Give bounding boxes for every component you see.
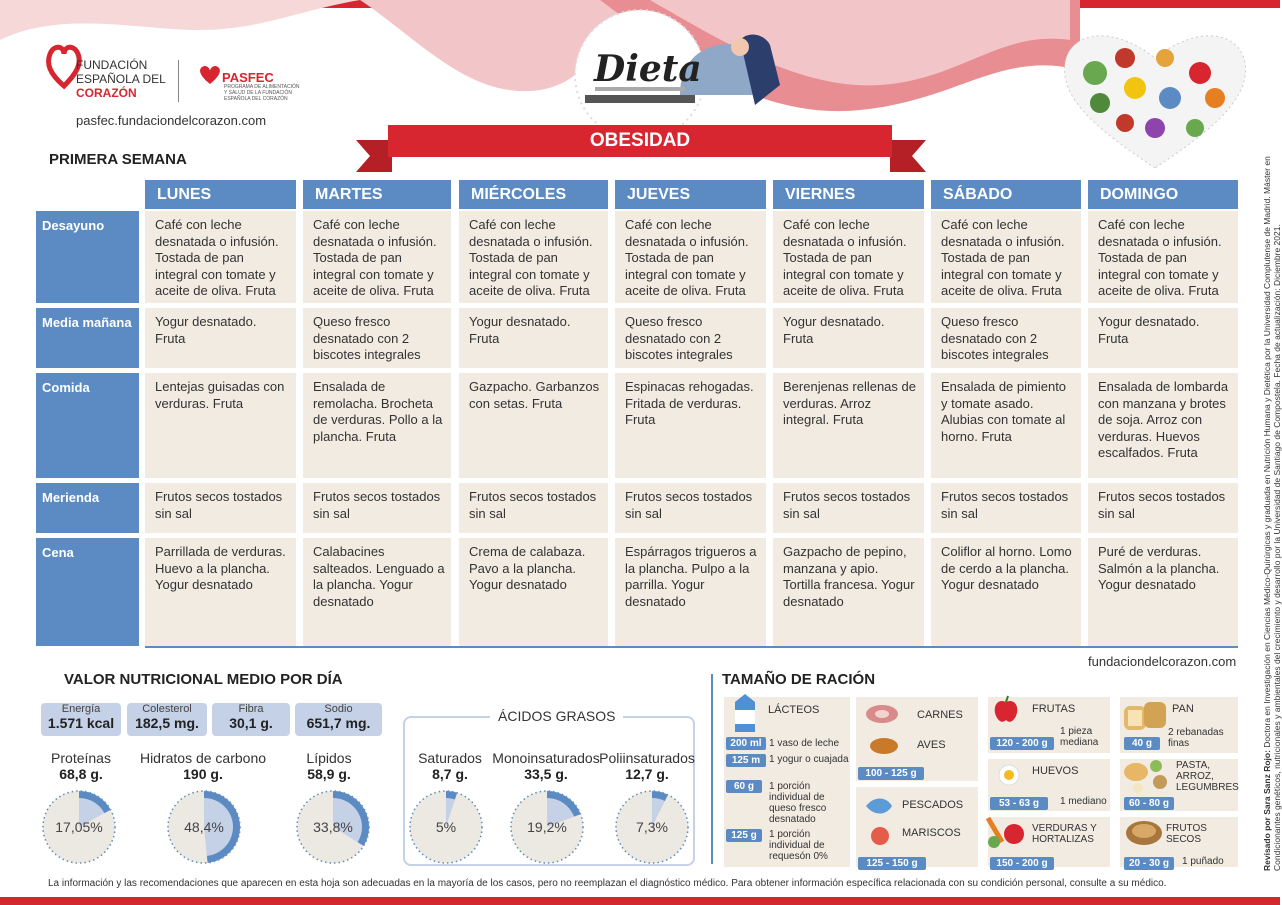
- lacteos-title: LÁCTEOS: [768, 704, 820, 716]
- menu-cell: Yogur desnatado. Fruta: [773, 308, 924, 368]
- menu-cell: Frutos secos tostados sin sal: [1088, 483, 1238, 533]
- pasta-label: PASTA, ARROZ, LEGUMBRES: [1176, 760, 1239, 793]
- reviewer-text: Doctora en Investigación en Ciencias Médico-Quirúrgicas y graduada en Nutrición Humana y Dietética por la Universidad Complutense de Madrid. Máster en Condicionantes genéticos, nutricionales y ambientales del crecimiento y desarrollo por la Universidad de Santiago de Compostela. Fecha de actualización: Diciembre 2021.: [1262, 156, 1282, 871]
- huevos-label: HUEVOS: [1032, 765, 1079, 777]
- menu-cell: Espárragos trigueros a la plancha. Pulpo a la parrilla. Yogur desnatado: [615, 538, 766, 646]
- disclaimer: La información y las recomendaciones que aparecen en esta hoja son adecuadas en la mayoría de los casos, pero no reemplazan el diagnóstico médico. Para obtener información específica relacionada con su condición personal, consulte a su médico.: [48, 878, 1167, 889]
- day-header: LUNES: [145, 180, 296, 209]
- bottom-bar: [0, 897, 1280, 905]
- pie-percent: 33,8%: [313, 819, 353, 835]
- pasta-tag: 60 - 80 g: [1124, 797, 1174, 810]
- menu-cell: Parrillada de verduras. Huevo a la plancha. Yogur desnatado: [145, 538, 296, 646]
- menu-cell: Espinacas rehogadas. Fritada de verduras. Fruta: [615, 373, 766, 478]
- menu-cell: Gazpacho. Garbanzos con setas. Fruta: [459, 373, 608, 478]
- mono-name: Monoinsaturados: [492, 750, 600, 766]
- menu-cell: Queso fresco desnatado con 2 biscotes integrales: [303, 308, 451, 368]
- pie-percent: 48,4%: [184, 819, 224, 835]
- portions-divider: [711, 674, 713, 864]
- meal-label: Media mañana: [36, 308, 139, 368]
- frutas-tag: 120 - 200 g: [990, 737, 1054, 750]
- aves-label: AVES: [917, 739, 946, 751]
- lipids-value: 58,9 g.: [307, 766, 351, 782]
- bread-icon: [1122, 700, 1168, 732]
- carnes-tag: 100 - 125 g: [858, 767, 924, 780]
- day-header: MARTES: [303, 180, 451, 209]
- lacteos-tag-4: 125 g: [726, 829, 762, 842]
- saturated-value: 8,7 g.: [432, 766, 468, 782]
- energy-label: Energía: [61, 703, 101, 715]
- poly-value: 12,7 g.: [625, 766, 669, 782]
- menu-cell: Frutos secos tostados sin sal: [303, 483, 451, 533]
- frutos-secos-label: FRUTOS SECOS: [1166, 823, 1207, 845]
- reviewer-note: [1262, 151, 1282, 871]
- carnes-label: CARNES: [917, 709, 963, 721]
- energy-value: 1.571 kcal: [47, 715, 115, 731]
- diet-title: Dieta: [594, 48, 702, 90]
- saturated-name: Saturados: [418, 750, 482, 766]
- menu-cell: Café con leche desnatada o infusión. Tostada de pan integral con tomate y aceite de oliva. Fruta: [145, 211, 296, 303]
- menu-cell: Puré de verduras. Salmón a la plancha. Yogur desnatado: [1088, 538, 1238, 646]
- meal-label: Merienda: [36, 483, 139, 533]
- menu-cell: Ensalada de lombarda con manzana y brotes de soja. Arroz con verduras. Huevos escalfados. Fruta: [1088, 373, 1238, 478]
- pasta-rice-legumes-icon: [1122, 758, 1170, 794]
- menu-cell: Yogur desnatado. Fruta: [145, 308, 296, 368]
- apple-icon: [992, 694, 1020, 726]
- org-line3: CORAZÓN: [76, 86, 137, 100]
- menu-cell: Coliflor al horno. Lomo de cerdo a la plancha. Yogur desnatado: [931, 538, 1081, 646]
- nutrition-title: VALOR NUTRICIONAL MEDIO POR DÍA: [64, 671, 343, 688]
- cholesterol-label: Colesterol: [142, 703, 192, 715]
- menu-cell: Café con leche desnatada o infusión. Tostada de pan integral con tomate y aceite de oliva. Fruta: [931, 211, 1081, 303]
- menu-cell: Café con leche desnatada o infusión. Tostada de pan integral con tomate y aceite de oliva. Fruta: [773, 211, 924, 303]
- day-header: DOMINGO: [1088, 180, 1238, 209]
- reviewer-name: Revisado por Sara Sanz Rojo:: [1262, 750, 1272, 871]
- fiber-label: Fibra: [238, 703, 264, 715]
- menu-cell: Frutos secos tostados sin sal: [145, 483, 296, 533]
- pan-label: PAN: [1172, 703, 1194, 715]
- protein-name: Proteínas: [51, 750, 111, 766]
- mono-value: 33,5 g.: [524, 766, 568, 782]
- pasfec-logo-text: PASFEC: [222, 70, 274, 85]
- nuts-icon: [1124, 818, 1164, 848]
- lacteos-text-3: 1 porción individual de queso fresco desnatado: [769, 781, 827, 825]
- vegetables-icon: [984, 812, 1028, 850]
- org-line2: ESPAÑOLA DEL: [76, 72, 166, 86]
- pasfec-subtitle: PROGRAMA DE ALIMENTACIÓN Y SALUD DE LA FUNDACIÓN ESPAÑOLA DEL CORAZÓN: [224, 84, 300, 102]
- huevos-tag: 53 - 63 g: [990, 797, 1048, 810]
- meat-poultry-icon: [864, 702, 902, 758]
- milk-carton-icon: [733, 692, 757, 734]
- website-link[interactable]: pasfec.fundaciondelcorazon.com: [76, 113, 267, 128]
- menu-cell: Calabacines salteados. Lenguado a la plancha. Yogur desnatado: [303, 538, 451, 646]
- sodium-label: Sodio: [324, 703, 353, 715]
- carbs-name: Hidratos de carbono: [139, 750, 267, 766]
- menu-cell: Café con leche desnatada o infusión. Tostada de pan integral con tomate y aceite de oliva. Fruta: [459, 211, 608, 303]
- footer-website-link[interactable]: fundaciondelcorazon.com: [1088, 654, 1237, 669]
- pescados-label: PESCADOS: [902, 799, 964, 811]
- diet-banner: OBESIDAD: [388, 125, 892, 157]
- pan-text: 2 rebanadas finas: [1168, 727, 1224, 749]
- pan-tag: 40 g: [1124, 737, 1160, 750]
- day-header: VIERNES: [773, 180, 924, 209]
- day-header: SÁBADO: [931, 180, 1081, 209]
- frutos-secos-text: 1 puñado: [1182, 856, 1224, 867]
- vegetable-heart-icon: [1055, 18, 1255, 178]
- day-header: MIÉRCOLES: [459, 180, 608, 209]
- egg-icon: [998, 764, 1020, 786]
- verduras-label: VERDURAS Y HORTALIZAS: [1032, 823, 1097, 845]
- menu-cell: Yogur desnatado. Fruta: [459, 308, 608, 368]
- carbs-value: 190 g.: [183, 766, 223, 782]
- menu-cell: Ensalada de remolacha. Brocheta de verduras. Pollo a la plancha. Fruta: [303, 373, 451, 478]
- menu-cell: Café con leche desnatada o infusión. Tostada de pan integral con tomate y aceite de oliva. Fruta: [1088, 211, 1238, 303]
- cholesterol-value: 182,5 mg.: [135, 715, 199, 731]
- portions-title: TAMAÑO DE RACIÓN: [722, 671, 876, 688]
- meal-label: Cena: [36, 538, 139, 646]
- fatty-acids-title: ÁCIDOS GRASOS: [490, 708, 623, 724]
- poly-name: Poliinsaturados: [599, 750, 695, 766]
- menu-cell: Frutos secos tostados sin sal: [615, 483, 766, 533]
- menu-cell: Crema de calabaza. Pavo a la plancha. Yogur desnatado: [459, 538, 608, 646]
- menu-cell: Queso fresco desnatado con 2 biscotes integrales: [615, 308, 766, 368]
- menu-cell: Café con leche desnatada o infusión. Tostada de pan integral con tomate y aceite de oliva. Fruta: [303, 211, 451, 303]
- org-line1: FUNDACIÓN: [76, 58, 148, 72]
- menu-cell: Gazpacho de pepino, manzana y apio. Tortilla francesa. Yogur desnatado: [773, 538, 924, 646]
- lacteos-tag-3: 60 g: [726, 780, 762, 793]
- sodium-value: 651,7 mg.: [306, 715, 371, 731]
- frutos-secos-tag: 20 - 30 g: [1124, 857, 1174, 870]
- week-title: PRIMERA SEMANA: [49, 151, 187, 168]
- menu-cell: Frutos secos tostados sin sal: [931, 483, 1081, 533]
- lacteos-text-4: 1 porción individual de requesón 0%: [769, 829, 828, 862]
- fiber-value: 30,1 g.: [229, 715, 273, 731]
- menu-cell: Yogur desnatado. Fruta: [1088, 308, 1238, 368]
- menu-cell: Lentejas guisadas con verduras. Fruta: [145, 373, 296, 478]
- protein-value: 68,8 g.: [59, 766, 103, 782]
- pie-percent: 17,05%: [55, 819, 103, 835]
- mariscos-label: MARISCOS: [902, 827, 961, 839]
- huevos-text: 1 mediano: [1060, 796, 1107, 807]
- lipids-name: Lípidos: [306, 750, 352, 766]
- lacteos-tag-1: 200 ml: [726, 737, 766, 750]
- menu-cell: Frutos secos tostados sin sal: [459, 483, 608, 533]
- lacteos-text-1: 1 vaso de leche: [769, 738, 840, 749]
- day-header: JUEVES: [615, 180, 766, 209]
- meal-label: Desayuno: [36, 211, 139, 303]
- verduras-tag: 150 - 200 g: [990, 857, 1054, 870]
- frutas-label: FRUTAS: [1032, 703, 1076, 715]
- menu-cell: Ensalada de pimiento y tomate asado. Alubias con tomate al horno. Fruta: [931, 373, 1081, 478]
- menu-cell: Frutos secos tostados sin sal: [773, 483, 924, 533]
- pescados-tag: 125 - 150 g: [858, 857, 926, 870]
- lacteos-tag-2: 125 m: [726, 754, 766, 767]
- pie-percent: 19,2%: [527, 819, 567, 835]
- pie-percent: 7,3%: [636, 819, 668, 835]
- frutas-text: 1 pieza mediana: [1060, 726, 1099, 748]
- fish-seafood-icon: [862, 792, 898, 850]
- pie-percent: 5%: [435, 819, 457, 835]
- menu-cell: Queso fresco desnatado con 2 biscotes integrales: [931, 308, 1081, 368]
- menu-cell: Berenjenas rellenas de verduras. Arroz integral. Fruta: [773, 373, 924, 478]
- lacteos-text-2: 1 yogur o cuajada: [769, 754, 849, 765]
- menu-cell: Café con leche desnatada o infusión. Tostada de pan integral con tomate y aceite de oliva. Fruta: [615, 211, 766, 303]
- meal-label: Comida: [36, 373, 139, 478]
